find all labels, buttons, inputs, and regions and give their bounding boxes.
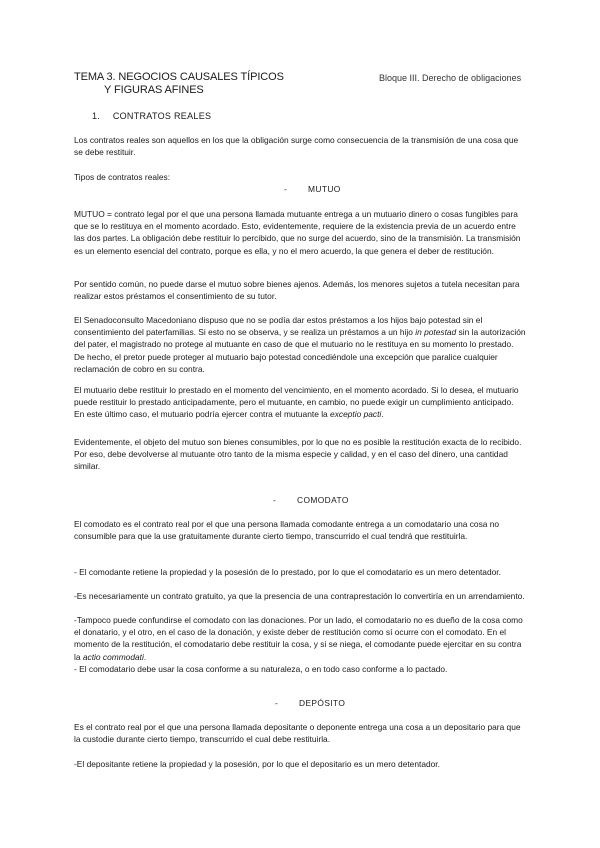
comodato-item-2: -Es necesariamente un contrato gratuito, ya que la presencia de una contraprestación lo convertiría en un arrendamiento.	[74, 591, 525, 601]
comodato-item-3	[74, 614, 526, 663]
mutuo-paragraph-3	[74, 314, 526, 375]
heading-text: DEPÓSITO	[299, 698, 346, 708]
mutuo-paragraph-4	[74, 384, 526, 421]
heading-text: COMODATO	[297, 495, 349, 505]
intro-paragraph: Los contratos reales son aquellos en los que la obligación surge como consecuencia de la transmisión de una cosa que se debe restituir.	[74, 135, 519, 158]
block-label: Bloque III. Derecho de obligaciones	[379, 73, 522, 83]
title-line-1: TEMA 3. NEGOCIOS CAUSALES TÍPICOS	[74, 71, 284, 83]
mutuo-paragraph-2: Por sentido común, no puede darse el mutuo sobre bienes ajenos. Además, los menores sujetos a tutela necesitan para realizar estos préstamos el consentimiento de su tutor.	[74, 279, 520, 302]
comodato-paragraph-1: El comodato es el contrato real por el que una persona llamada comodante entrega a un comodatario una cosa no consumible para que la use gratuitamente durante cierto tiempo, transcurrido el cual tendrá que restituirla.	[74, 519, 500, 542]
heading-dash: -	[284, 184, 288, 194]
comodato-l3-b: .	[143, 651, 147, 662]
mutuo-paragraph-5: Evidentemente, el objeto del mutuo son bienes consumibles, por lo que no es posible la restitución exacta de lo recibido. Por eso, debe devolverse al mutuante otro tanto de la misma especie y calidad, y en el caso del dinero, una cantidad similar.	[74, 437, 522, 472]
page-title	[74, 71, 284, 97]
mutuo-p4-italic: exceptio pacti	[330, 409, 382, 420]
comodato-item-1: - El comodante retiene la propiedad y la posesión de lo prestado, por lo que el comodatario es un mero detentador.	[74, 567, 501, 577]
comodato-l3-italic: actio commodati	[82, 651, 144, 662]
mutuo-p4-b: .	[381, 409, 384, 420]
mutuo-p4-a: El mutuario debe restituir lo prestado en el momento del vencimiento, en el momento acordado. Si lo desea, el mutuario puede restituir lo prestado anticipadamente, pero el mutuante, en cambio, no puede exigir un cumplimiento anticipado. En este último caso, el mutuario podría ejercer contra el mutuante la	[74, 385, 519, 420]
mutuo-heading	[284, 184, 341, 194]
section-heading-contratos-reales	[92, 111, 211, 121]
heading-dash: -	[275, 698, 279, 708]
title-line-2: Y FIGURAS AFINES	[104, 84, 204, 96]
deposito-paragraph-1: Es el contrato real por el que una persona llamada depositante o deponente entrega una cosa a un depositario para que la custodie durante cierto tiempo, transcurrido el cual debe restituirla.	[74, 722, 521, 745]
heading-dash: -	[273, 495, 277, 505]
mutuo-p3-a: El Senadoconsulto Macedoniano dispuso que no se podía dar estos préstamos a los hijos bajo potestad sin el consentimiento del paterfamilias. Si esto no se observa, y se realiza un préstamos a un hijo	[74, 315, 483, 338]
section-number: 1.	[92, 111, 101, 121]
comodato-l3-a: -Tampoco puede confundirse el comodato con las donaciones. Por un lado, el comodatario no es dueño de la cosa como el donatario, y el otro, en el caso de la donación, y existe deber de restitución como sí ocurre con el comodato. En el momento de la restitución, el comodatario debe restituir la cosa, y si se niega, el comodante puede ejercitar en su contra la	[74, 615, 523, 662]
tipos-label: Tipos de contratos reales:	[74, 172, 171, 182]
section-title: CONTRATOS REALES	[112, 111, 212, 121]
mutuo-p3-b: sin la autorización del pater, el magistrado no protege al mutuante en caso de que el mutuario no le restituya en su momento lo prestado. De hecho, el pretor puede proteger al mutuario bajo potestad concediéndole una excepción que paralice cualquier reclamación de cobro en su contra.	[74, 327, 526, 374]
mutuo-paragraph-1: MUTUO = contrato legal por el que una persona llamada mutuante entrega a un mutuario dinero o cosas fungibles para que se lo restituya en el momento acordado. Esto, evidentemente, requiere de la existencia previa de un acuerdo entre las dos partes. La obligación debe restituir lo percibido, que no surge del acuerdo, sino de la transmisión. La transmisión es un elemento esencial del contrato, porque es ella, y no el mero acuerdo, la que genera el deber de restitución.	[74, 209, 521, 256]
comodato-item-4: - El comodatario debe usar la cosa conforme a su naturaleza, o en todo caso conforme a lo pactado.	[74, 664, 448, 674]
deposito-heading	[275, 698, 345, 708]
deposito-item-1: -El depositante retiene la propiedad y la posesión, por lo que el depositario es un mero detentador.	[74, 759, 440, 769]
mutuo-p3-italic: in potestad	[415, 327, 457, 338]
heading-text: MUTUO	[308, 184, 341, 194]
comodato-heading	[273, 495, 349, 505]
